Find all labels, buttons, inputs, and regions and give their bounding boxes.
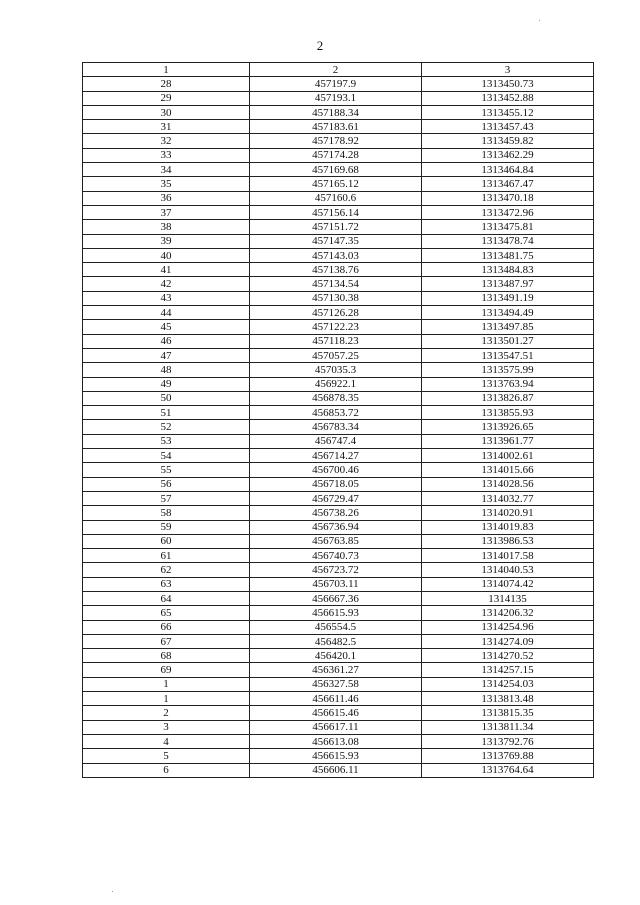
table-row xyxy=(83,391,594,405)
table-row xyxy=(83,220,594,234)
cell-point-number: 1 xyxy=(83,692,250,706)
table-row xyxy=(83,134,594,148)
cell-y-coordinate: 1313478.74 xyxy=(422,234,594,248)
table-row xyxy=(83,563,594,577)
table-row xyxy=(83,263,594,277)
cell-point-number: 37 xyxy=(83,205,250,219)
table-row xyxy=(83,334,594,348)
cell-y-coordinate: 1313455.12 xyxy=(422,105,594,119)
cell-point-number: 55 xyxy=(83,463,250,477)
table-row xyxy=(83,477,594,491)
cell-x-coordinate: 457160.6 xyxy=(250,191,422,205)
cell-y-coordinate: 1314206.32 xyxy=(422,606,594,620)
cell-y-coordinate: 1314040.53 xyxy=(422,563,594,577)
coordinates-table xyxy=(82,62,594,778)
column-header-y: 3 xyxy=(422,63,594,77)
cell-point-number: 57 xyxy=(83,491,250,505)
cell-y-coordinate: 1313450.73 xyxy=(422,77,594,91)
cell-point-number: 59 xyxy=(83,520,250,534)
cell-y-coordinate: 1313769.88 xyxy=(422,749,594,763)
cell-y-coordinate: 1313813.48 xyxy=(422,692,594,706)
cell-x-coordinate: 456700.46 xyxy=(250,463,422,477)
table-header xyxy=(83,63,594,77)
table-row xyxy=(83,549,594,563)
cell-y-coordinate: 1314032.77 xyxy=(422,491,594,505)
cell-x-coordinate: 456420.1 xyxy=(250,649,422,663)
cell-point-number: 50 xyxy=(83,391,250,405)
cell-x-coordinate: 456723.72 xyxy=(250,563,422,577)
cell-y-coordinate: 1314074.42 xyxy=(422,577,594,591)
table-row xyxy=(83,606,594,620)
table-row xyxy=(83,520,594,534)
cell-point-number: 45 xyxy=(83,320,250,334)
cell-x-coordinate: 457197.9 xyxy=(250,77,422,91)
table-row xyxy=(83,348,594,362)
cell-y-coordinate: 1313792.76 xyxy=(422,734,594,748)
cell-y-coordinate: 1314135 xyxy=(422,591,594,605)
cell-y-coordinate: 1313961.77 xyxy=(422,434,594,448)
page-number: 2 xyxy=(316,38,324,53)
cell-y-coordinate: 1313497.85 xyxy=(422,320,594,334)
cell-y-coordinate: 1314002.61 xyxy=(422,449,594,463)
cell-x-coordinate: 456361.27 xyxy=(250,663,422,677)
cell-y-coordinate: 1313470.18 xyxy=(422,191,594,205)
cell-point-number: 60 xyxy=(83,534,250,548)
cell-x-coordinate: 456615.93 xyxy=(250,606,422,620)
table-row xyxy=(83,191,594,205)
table-row xyxy=(83,120,594,134)
cell-y-coordinate: 1313764.64 xyxy=(422,763,594,777)
cell-point-number: 52 xyxy=(83,420,250,434)
cell-x-coordinate: 456327.58 xyxy=(250,677,422,691)
cell-y-coordinate: 1313472.96 xyxy=(422,205,594,219)
cell-point-number: 29 xyxy=(83,91,250,105)
cell-x-coordinate: 456740.73 xyxy=(250,549,422,563)
cell-x-coordinate: 457118.23 xyxy=(250,334,422,348)
table-row xyxy=(83,234,594,248)
table-row xyxy=(83,277,594,291)
scan-speck xyxy=(112,891,113,892)
cell-point-number: 46 xyxy=(83,334,250,348)
cell-y-coordinate: 1314257.15 xyxy=(422,663,594,677)
cell-point-number: 31 xyxy=(83,120,250,134)
cell-x-coordinate: 456718.05 xyxy=(250,477,422,491)
cell-x-coordinate: 457126.28 xyxy=(250,306,422,320)
table-row xyxy=(83,291,594,305)
cell-point-number: 38 xyxy=(83,220,250,234)
cell-x-coordinate: 456611.46 xyxy=(250,692,422,706)
cell-point-number: 5 xyxy=(83,749,250,763)
cell-y-coordinate: 1314270.52 xyxy=(422,649,594,663)
cell-y-coordinate: 1313811.34 xyxy=(422,720,594,734)
cell-y-coordinate: 1313475.81 xyxy=(422,220,594,234)
cell-x-coordinate: 456729.47 xyxy=(250,491,422,505)
cell-x-coordinate: 456922.1 xyxy=(250,377,422,391)
cell-y-coordinate: 1313487.97 xyxy=(422,277,594,291)
table-row xyxy=(83,534,594,548)
cell-y-coordinate: 1313464.84 xyxy=(422,163,594,177)
cell-x-coordinate: 456617.11 xyxy=(250,720,422,734)
cell-x-coordinate: 457165.12 xyxy=(250,177,422,191)
cell-x-coordinate: 457143.03 xyxy=(250,248,422,262)
header-row xyxy=(83,63,594,77)
cell-x-coordinate: 457057.25 xyxy=(250,348,422,362)
cell-y-coordinate: 1313501.27 xyxy=(422,334,594,348)
cell-point-number: 34 xyxy=(83,163,250,177)
table-row xyxy=(83,491,594,505)
cell-point-number: 28 xyxy=(83,77,250,91)
cell-y-coordinate: 1313481.75 xyxy=(422,248,594,262)
cell-y-coordinate: 1313926.65 xyxy=(422,420,594,434)
cell-y-coordinate: 1314017.58 xyxy=(422,549,594,563)
cell-y-coordinate: 1313986.53 xyxy=(422,534,594,548)
scan-speck xyxy=(539,20,540,21)
cell-y-coordinate: 1313826.87 xyxy=(422,391,594,405)
cell-point-number: 65 xyxy=(83,606,250,620)
cell-y-coordinate: 1314254.03 xyxy=(422,677,594,691)
cell-x-coordinate: 456482.5 xyxy=(250,634,422,648)
table-row xyxy=(83,663,594,677)
cell-point-number: 39 xyxy=(83,234,250,248)
table-row xyxy=(83,763,594,777)
cell-x-coordinate: 456615.93 xyxy=(250,749,422,763)
table-row xyxy=(83,749,594,763)
table-row xyxy=(83,620,594,634)
cell-point-number: 40 xyxy=(83,248,250,262)
cell-x-coordinate: 457174.28 xyxy=(250,148,422,162)
cell-x-coordinate: 457169.68 xyxy=(250,163,422,177)
cell-point-number: 51 xyxy=(83,406,250,420)
column-header-point-number: 1 xyxy=(83,63,250,77)
cell-x-coordinate: 457156.14 xyxy=(250,205,422,219)
table-row xyxy=(83,148,594,162)
table-row xyxy=(83,363,594,377)
table-row xyxy=(83,449,594,463)
table-row xyxy=(83,706,594,720)
cell-x-coordinate: 456606.11 xyxy=(250,763,422,777)
cell-point-number: 41 xyxy=(83,263,250,277)
cell-y-coordinate: 1313763.94 xyxy=(422,377,594,391)
cell-y-coordinate: 1314254.96 xyxy=(422,620,594,634)
cell-x-coordinate: 456878.35 xyxy=(250,391,422,405)
cell-y-coordinate: 1313547.51 xyxy=(422,348,594,362)
cell-x-coordinate: 456714.27 xyxy=(250,449,422,463)
cell-y-coordinate: 1313457.43 xyxy=(422,120,594,134)
cell-x-coordinate: 456853.72 xyxy=(250,406,422,420)
cell-y-coordinate: 1314015.66 xyxy=(422,463,594,477)
cell-x-coordinate: 457183.61 xyxy=(250,120,422,134)
table-row xyxy=(83,406,594,420)
cell-x-coordinate: 457130.38 xyxy=(250,291,422,305)
cell-x-coordinate: 456613.08 xyxy=(250,734,422,748)
cell-point-number: 53 xyxy=(83,434,250,448)
cell-point-number: 4 xyxy=(83,734,250,748)
table-row xyxy=(83,677,594,691)
cell-point-number: 66 xyxy=(83,620,250,634)
table-row xyxy=(83,105,594,119)
table-row xyxy=(83,163,594,177)
cell-point-number: 33 xyxy=(83,148,250,162)
table-row xyxy=(83,205,594,219)
table-row xyxy=(83,577,594,591)
cell-point-number: 3 xyxy=(83,720,250,734)
cell-x-coordinate: 456703.11 xyxy=(250,577,422,591)
table-row xyxy=(83,591,594,605)
cell-x-coordinate: 456667.36 xyxy=(250,591,422,605)
cell-x-coordinate: 457035.3 xyxy=(250,363,422,377)
cell-point-number: 64 xyxy=(83,591,250,605)
table-row xyxy=(83,377,594,391)
table-row xyxy=(83,248,594,262)
cell-point-number: 68 xyxy=(83,649,250,663)
cell-y-coordinate: 1313855.93 xyxy=(422,406,594,420)
cell-x-coordinate: 456554.5 xyxy=(250,620,422,634)
cell-point-number: 62 xyxy=(83,563,250,577)
cell-point-number: 43 xyxy=(83,291,250,305)
cell-point-number: 63 xyxy=(83,577,250,591)
table-row xyxy=(83,634,594,648)
cell-x-coordinate: 456615.46 xyxy=(250,706,422,720)
cell-point-number: 56 xyxy=(83,477,250,491)
table-row xyxy=(83,506,594,520)
cell-x-coordinate: 457151.72 xyxy=(250,220,422,234)
cell-point-number: 47 xyxy=(83,348,250,362)
cell-x-coordinate: 456747.4 xyxy=(250,434,422,448)
cell-y-coordinate: 1314020.91 xyxy=(422,506,594,520)
cell-point-number: 6 xyxy=(83,763,250,777)
cell-point-number: 2 xyxy=(83,706,250,720)
cell-point-number: 42 xyxy=(83,277,250,291)
cell-y-coordinate: 1313815.35 xyxy=(422,706,594,720)
cell-point-number: 30 xyxy=(83,105,250,119)
cell-point-number: 69 xyxy=(83,663,250,677)
cell-x-coordinate: 456738.26 xyxy=(250,506,422,520)
cell-point-number: 35 xyxy=(83,177,250,191)
cell-y-coordinate: 1313452.88 xyxy=(422,91,594,105)
cell-point-number: 36 xyxy=(83,191,250,205)
cell-y-coordinate: 1313467.47 xyxy=(422,177,594,191)
cell-y-coordinate: 1313462.29 xyxy=(422,148,594,162)
cell-point-number: 54 xyxy=(83,449,250,463)
cell-y-coordinate: 1313494.49 xyxy=(422,306,594,320)
cell-x-coordinate: 457134.54 xyxy=(250,277,422,291)
cell-y-coordinate: 1314019.83 xyxy=(422,520,594,534)
table-row xyxy=(83,734,594,748)
table-row xyxy=(83,306,594,320)
column-header-x: 2 xyxy=(250,63,422,77)
cell-point-number: 58 xyxy=(83,506,250,520)
cell-x-coordinate: 457122.23 xyxy=(250,320,422,334)
table-row xyxy=(83,177,594,191)
cell-y-coordinate: 1313491.19 xyxy=(422,291,594,305)
table-row xyxy=(83,434,594,448)
cell-x-coordinate: 457138.76 xyxy=(250,263,422,277)
cell-point-number: 1 xyxy=(83,677,250,691)
cell-x-coordinate: 457188.34 xyxy=(250,105,422,119)
cell-x-coordinate: 456763.85 xyxy=(250,534,422,548)
table-row xyxy=(83,420,594,434)
cell-point-number: 48 xyxy=(83,363,250,377)
cell-x-coordinate: 456783.34 xyxy=(250,420,422,434)
cell-point-number: 49 xyxy=(83,377,250,391)
cell-y-coordinate: 1314028.56 xyxy=(422,477,594,491)
table-row xyxy=(83,320,594,334)
cell-point-number: 44 xyxy=(83,306,250,320)
table-row xyxy=(83,77,594,91)
cell-point-number: 61 xyxy=(83,549,250,563)
table-row xyxy=(83,463,594,477)
cell-y-coordinate: 1313575.99 xyxy=(422,363,594,377)
cell-x-coordinate: 457193.1 xyxy=(250,91,422,105)
table-row xyxy=(83,91,594,105)
cell-y-coordinate: 1314274.09 xyxy=(422,634,594,648)
cell-point-number: 32 xyxy=(83,134,250,148)
cell-point-number: 67 xyxy=(83,634,250,648)
table-body xyxy=(83,77,594,778)
cell-y-coordinate: 1313484.83 xyxy=(422,263,594,277)
cell-y-coordinate: 1313459.82 xyxy=(422,134,594,148)
table-row xyxy=(83,649,594,663)
cell-x-coordinate: 457178.92 xyxy=(250,134,422,148)
table-row xyxy=(83,720,594,734)
table-row xyxy=(83,692,594,706)
cell-x-coordinate: 456736.94 xyxy=(250,520,422,534)
cell-x-coordinate: 457147.35 xyxy=(250,234,422,248)
